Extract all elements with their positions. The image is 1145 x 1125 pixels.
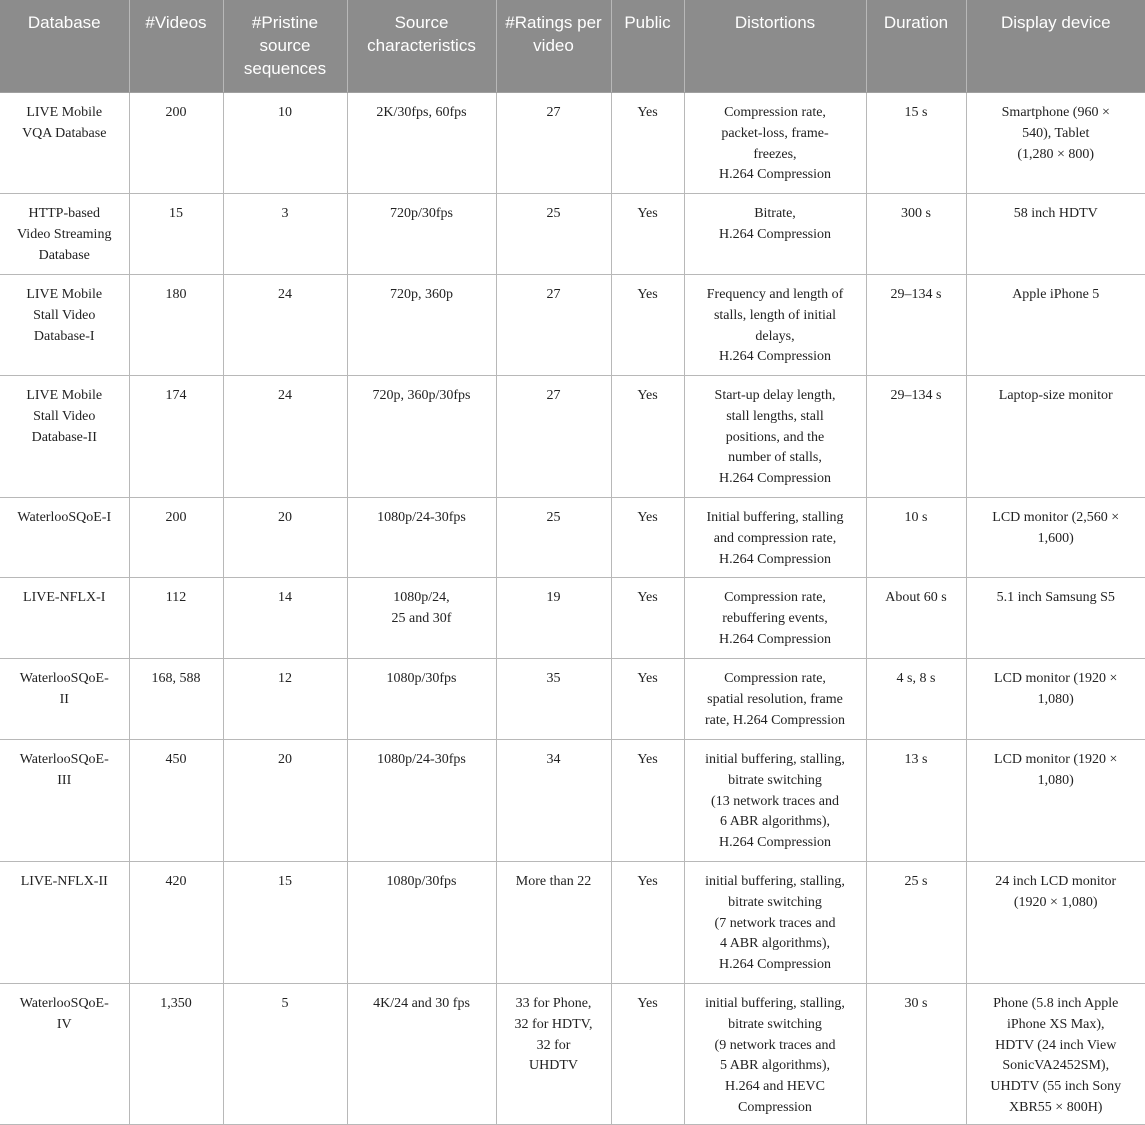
- header-display-device: Display device: [966, 0, 1145, 93]
- cell-pristine-sources: 24: [223, 376, 347, 498]
- cell-ratings-per-video: 25: [496, 194, 611, 275]
- cell-public: Yes: [611, 275, 684, 376]
- cell-videos: 200: [129, 498, 223, 578]
- cell-database: WaterlooSQoE- III: [0, 740, 129, 862]
- table-row: [0, 93, 1145, 194]
- cell-source-characteristics: 1080p/30fps: [347, 862, 496, 984]
- cell-database: WaterlooSQoE-I: [0, 498, 129, 578]
- cell-public: Yes: [611, 498, 684, 578]
- cell-pristine-sources: 14: [223, 578, 347, 659]
- cell-ratings-per-video: More than 22: [496, 862, 611, 984]
- cell-ratings-per-video: 27: [496, 376, 611, 498]
- cell-pristine-sources: 5: [223, 984, 347, 1125]
- cell-database: LIVE Mobile Stall Video Database-II: [0, 376, 129, 498]
- cell-distortions: initial buffering, stalling, bitrate switching (9 network traces and 5 ABR algorithms), H.264 and HEVC Compression: [684, 984, 866, 1125]
- cell-database: LIVE-NFLX-II: [0, 862, 129, 984]
- cell-duration: 4 s, 8 s: [866, 659, 966, 740]
- cell-distortions: Frequency and length of stalls, length of initial delays, H.264 Compression: [684, 275, 866, 376]
- header-pristine-sources: #Pristine source sequences: [223, 0, 347, 93]
- cell-videos: 168, 588: [129, 659, 223, 740]
- cell-public: Yes: [611, 862, 684, 984]
- table-row: [0, 862, 1145, 984]
- cell-distortions: Compression rate, spatial resolution, frame rate, H.264 Compression: [684, 659, 866, 740]
- cell-database: HTTP-based Video Streaming Database: [0, 194, 129, 275]
- cell-public: Yes: [611, 578, 684, 659]
- header-row: [0, 0, 1145, 93]
- cell-duration: 25 s: [866, 862, 966, 984]
- table-header: [0, 0, 1145, 93]
- cell-pristine-sources: 20: [223, 740, 347, 862]
- cell-source-characteristics: 720p/30fps: [347, 194, 496, 275]
- table-body: [0, 93, 1145, 1125]
- cell-distortions: Compression rate, rebuffering events, H.264 Compression: [684, 578, 866, 659]
- cell-ratings-per-video: 27: [496, 275, 611, 376]
- cell-public: Yes: [611, 984, 684, 1125]
- cell-duration: 30 s: [866, 984, 966, 1125]
- cell-videos: 15: [129, 194, 223, 275]
- cell-display-device: LCD monitor (2,560 × 1,600): [966, 498, 1145, 578]
- cell-duration: 10 s: [866, 498, 966, 578]
- cell-source-characteristics: 720p, 360p/30fps: [347, 376, 496, 498]
- cell-display-device: LCD monitor (1920 × 1,080): [966, 659, 1145, 740]
- cell-distortions: Compression rate, packet-loss, frame- freezes, H.264 Compression: [684, 93, 866, 194]
- cell-videos: 200: [129, 93, 223, 194]
- cell-pristine-sources: 24: [223, 275, 347, 376]
- cell-pristine-sources: 12: [223, 659, 347, 740]
- header-ratings-per-video: #Ratings per video: [496, 0, 611, 93]
- table-row: [0, 578, 1145, 659]
- table-row: [0, 984, 1145, 1125]
- cell-distortions: Initial buffering, stalling and compression rate, H.264 Compression: [684, 498, 866, 578]
- cell-pristine-sources: 20: [223, 498, 347, 578]
- cell-ratings-per-video: 34: [496, 740, 611, 862]
- cell-ratings-per-video: 27: [496, 93, 611, 194]
- cell-database: WaterlooSQoE- II: [0, 659, 129, 740]
- cell-pristine-sources: 15: [223, 862, 347, 984]
- cell-database: LIVE Mobile VQA Database: [0, 93, 129, 194]
- cell-ratings-per-video: 35: [496, 659, 611, 740]
- cell-ratings-per-video: 25: [496, 498, 611, 578]
- cell-duration: 29–134 s: [866, 376, 966, 498]
- header-duration: Duration: [866, 0, 966, 93]
- cell-database: WaterlooSQoE- IV: [0, 984, 129, 1125]
- cell-videos: 180: [129, 275, 223, 376]
- cell-display-device: LCD monitor (1920 × 1,080): [966, 740, 1145, 862]
- cell-duration: 29–134 s: [866, 275, 966, 376]
- cell-public: Yes: [611, 740, 684, 862]
- cell-display-device: Apple iPhone 5: [966, 275, 1145, 376]
- cell-database: LIVE-NFLX-I: [0, 578, 129, 659]
- cell-source-characteristics: 720p, 360p: [347, 275, 496, 376]
- cell-source-characteristics: 1080p/30fps: [347, 659, 496, 740]
- cell-videos: 450: [129, 740, 223, 862]
- cell-videos: 112: [129, 578, 223, 659]
- header-source-characteristics: Source characteristics: [347, 0, 496, 93]
- cell-display-device: 24 inch LCD monitor (1920 × 1,080): [966, 862, 1145, 984]
- cell-videos: 174: [129, 376, 223, 498]
- cell-ratings-per-video: 33 for Phone, 32 for HDTV, 32 for UHDTV: [496, 984, 611, 1125]
- cell-source-characteristics: 1080p/24-30fps: [347, 498, 496, 578]
- cell-display-device: Smartphone (960 × 540), Tablet (1,280 × 800): [966, 93, 1145, 194]
- cell-source-characteristics: 2K/30fps, 60fps: [347, 93, 496, 194]
- cell-ratings-per-video: 19: [496, 578, 611, 659]
- cell-source-characteristics: 4K/24 and 30 fps: [347, 984, 496, 1125]
- cell-display-device: Laptop-size monitor: [966, 376, 1145, 498]
- cell-public: Yes: [611, 194, 684, 275]
- cell-distortions: Start-up delay length, stall lengths, stall positions, and the number of stalls, H.264 Compression: [684, 376, 866, 498]
- table-row: [0, 740, 1145, 862]
- cell-distortions: Bitrate, H.264 Compression: [684, 194, 866, 275]
- cell-videos: 1,350: [129, 984, 223, 1125]
- header-database: Database: [0, 0, 129, 93]
- header-distortions: Distortions: [684, 0, 866, 93]
- cell-public: Yes: [611, 93, 684, 194]
- cell-public: Yes: [611, 376, 684, 498]
- table-row: [0, 275, 1145, 376]
- cell-duration: 300 s: [866, 194, 966, 275]
- cell-display-device: 5.1 inch Samsung S5: [966, 578, 1145, 659]
- table-row: [0, 194, 1145, 275]
- header-videos: #Videos: [129, 0, 223, 93]
- cell-duration: 13 s: [866, 740, 966, 862]
- cell-display-device: Phone (5.8 inch Apple iPhone XS Max), HDTV (24 inch View SonicVA2452SM), UHDTV (55 inch Sony XBR55 × 800H): [966, 984, 1145, 1125]
- cell-distortions: initial buffering, stalling, bitrate switching (13 network traces and 6 ABR algorithms), H.264 Compression: [684, 740, 866, 862]
- header-public: Public: [611, 0, 684, 93]
- table-row: [0, 376, 1145, 498]
- cell-display-device: 58 inch HDTV: [966, 194, 1145, 275]
- cell-pristine-sources: 3: [223, 194, 347, 275]
- cell-source-characteristics: 1080p/24, 25 and 30f: [347, 578, 496, 659]
- cell-duration: 15 s: [866, 93, 966, 194]
- table-row: [0, 659, 1145, 740]
- cell-duration: About 60 s: [866, 578, 966, 659]
- cell-pristine-sources: 10: [223, 93, 347, 194]
- cell-videos: 420: [129, 862, 223, 984]
- cell-public: Yes: [611, 659, 684, 740]
- table-row: [0, 498, 1145, 578]
- cell-source-characteristics: 1080p/24-30fps: [347, 740, 496, 862]
- cell-distortions: initial buffering, stalling, bitrate switching (7 network traces and 4 ABR algorithms), H.264 Compression: [684, 862, 866, 984]
- cell-database: LIVE Mobile Stall Video Database-I: [0, 275, 129, 376]
